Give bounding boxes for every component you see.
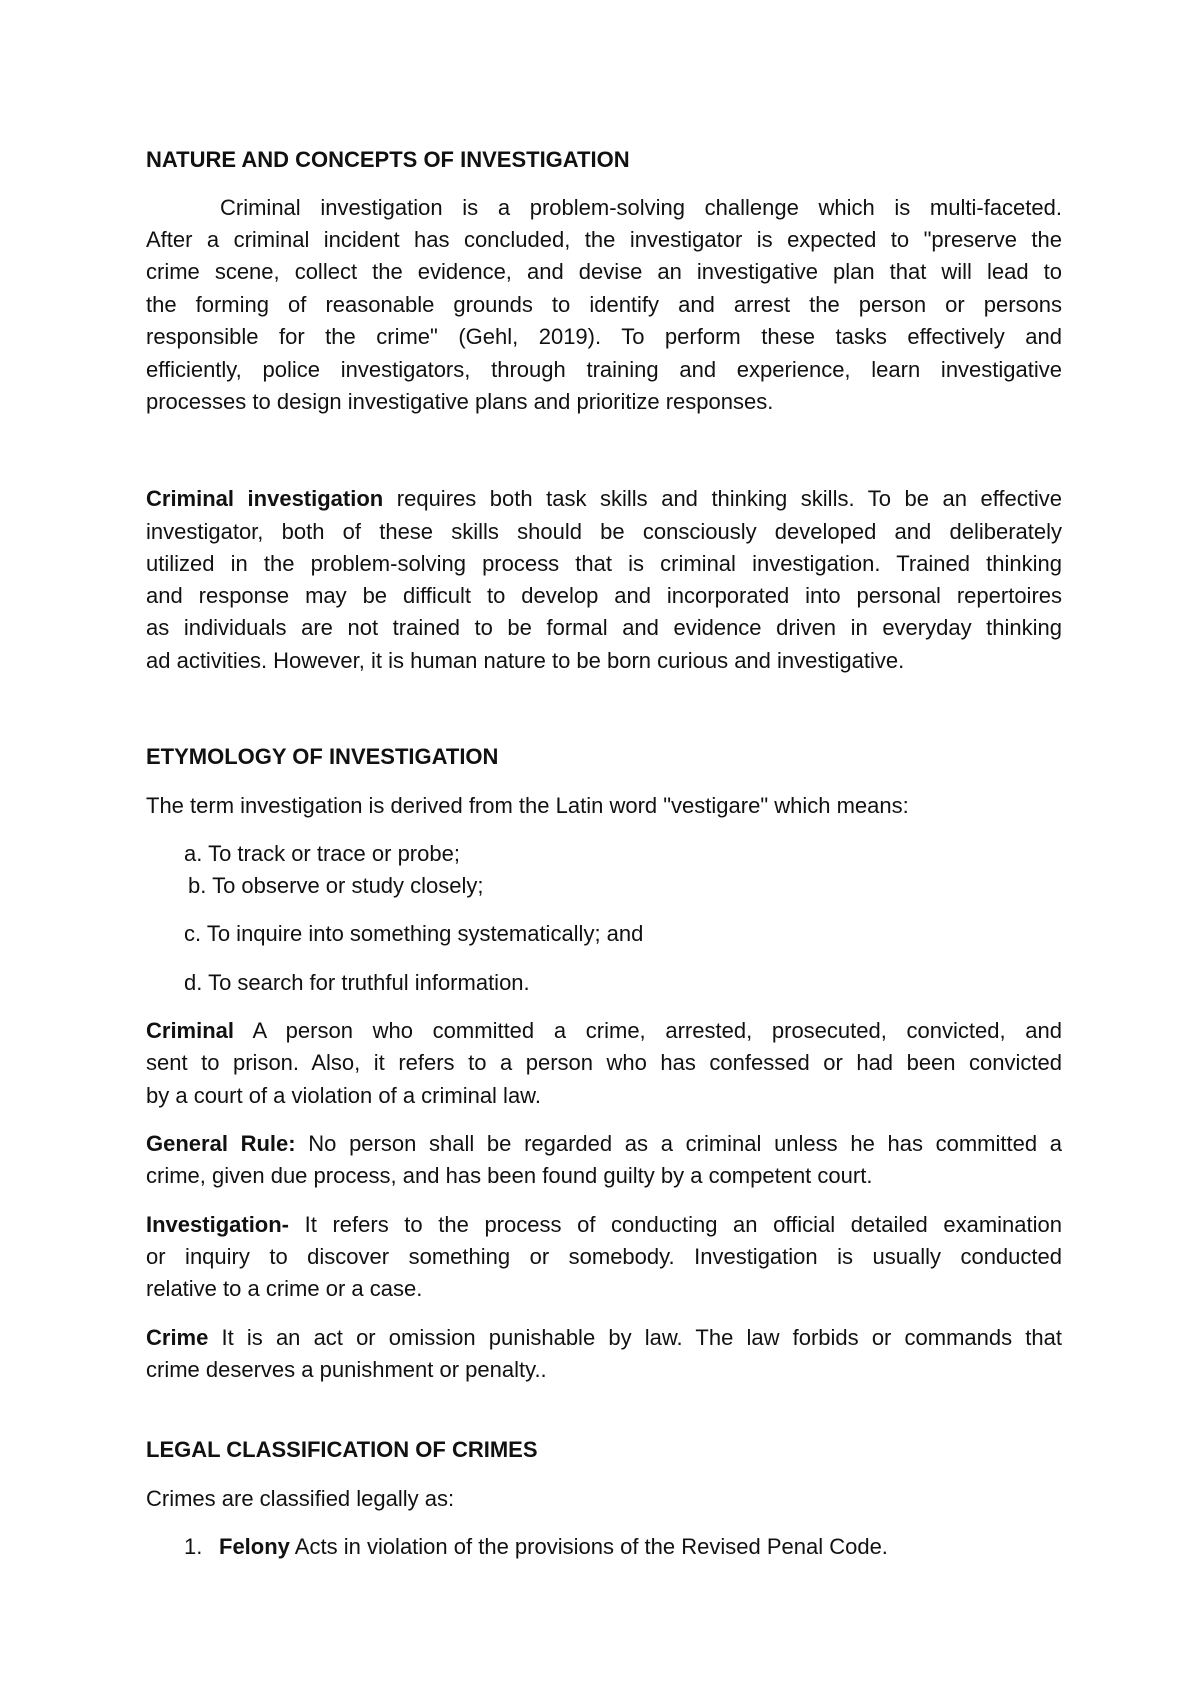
text-line: sent to prison. Also, it refers to a person who has confessed or had been convicted bbox=[146, 1050, 1062, 1075]
text-line: investigator, both of these skills should be consciously developed and deliberately bbox=[146, 519, 1062, 544]
text-span: It refers to the process of conducting an official detailed examination bbox=[289, 1212, 1062, 1237]
list-item-felony bbox=[219, 1531, 1062, 1563]
term-investigation: Investigation- bbox=[146, 1212, 290, 1237]
legal-intro: Crimes are classified legally as: bbox=[146, 1486, 455, 1511]
section-heading-nature: NATURE AND CONCEPTS OF INVESTIGATION bbox=[146, 147, 630, 172]
text-line bbox=[146, 1128, 1062, 1160]
text-line: ad activities. However, it is human nature to be born curious and investigative. bbox=[146, 648, 905, 673]
text-line: as individuals are not trained to be formal and evidence driven in everyday thinking bbox=[146, 615, 1062, 640]
text-line bbox=[146, 483, 1062, 515]
text-span: No person shall be regarded as a criminal unless he has committed a bbox=[295, 1131, 1062, 1156]
text-line: or inquiry to discover something or somebody. Investigation is usually conducted bbox=[146, 1244, 1062, 1269]
text-line bbox=[146, 1015, 1062, 1047]
text-line: responsible for the crime" (Gehl, 2019). To perform these tasks effectively and bbox=[146, 324, 1062, 349]
term-criminal: Criminal bbox=[146, 1018, 235, 1043]
etymology-intro: The term investigation is derived from the Latin word "vestigare" which means: bbox=[146, 793, 909, 818]
list-item: b. To observe or study closely; bbox=[188, 873, 484, 898]
text-line: After a criminal incident has concluded, the investigator is expected to "preserve the bbox=[146, 227, 1062, 252]
text-span: Acts in violation of the provisions of the Revised Penal Code. bbox=[289, 1534, 888, 1559]
text-span: It is an act or omission punishable by law. The law forbids or commands that bbox=[208, 1325, 1062, 1350]
list-item: a. To track or trace or probe; bbox=[184, 841, 460, 866]
section-heading-etymology: ETYMOLOGY OF INVESTIGATION bbox=[146, 744, 499, 769]
list-item: c. To inquire into something systematically; and bbox=[184, 921, 644, 946]
list-item: d. To search for truthful information. bbox=[184, 970, 530, 995]
text-line: and response may be difficult to develop and incorporated into personal repertoires bbox=[146, 583, 1062, 608]
text-line: crime, given due process, and has been found guilty by a competent court. bbox=[146, 1163, 873, 1188]
text-line: the forming of reasonable grounds to identify and arrest the person or persons bbox=[146, 292, 1062, 317]
text-line: utilized in the problem-solving process that is criminal investigation. Trained thinking bbox=[146, 551, 1062, 576]
section-heading-legal: LEGAL CLASSIFICATION OF CRIMES bbox=[146, 1437, 538, 1462]
text-line: efficiently, police investigators, through training and experience, learn investigative bbox=[146, 357, 1062, 382]
text-line: crime deserves a punishment or penalty.. bbox=[146, 1357, 547, 1382]
term-felony: Felony bbox=[219, 1534, 290, 1559]
text-line: Criminal investigation is a problem-solving challenge which is multi-faceted. bbox=[220, 195, 1062, 220]
text-line bbox=[146, 1209, 1062, 1241]
text-line: processes to design investigative plans and prioritize responses. bbox=[146, 389, 774, 414]
text-span: requires both task skills and thinking skills. To be an effective bbox=[383, 486, 1063, 511]
text-line: crime scene, collect the evidence, and devise an investigative plan that will lead to bbox=[146, 259, 1062, 284]
text-line bbox=[146, 1322, 1062, 1354]
text-span: A person who committed a crime, arrested, prosecuted, convicted, and bbox=[234, 1018, 1062, 1043]
text-line: relative to a crime or a case. bbox=[146, 1276, 423, 1301]
list-number: 1. bbox=[184, 1534, 203, 1559]
term-crime: Crime bbox=[146, 1325, 209, 1350]
term-general-rule: General Rule: bbox=[146, 1131, 296, 1156]
text-line: by a court of a violation of a criminal law. bbox=[146, 1083, 541, 1108]
term-criminal-investigation: Criminal investigation bbox=[146, 486, 384, 511]
